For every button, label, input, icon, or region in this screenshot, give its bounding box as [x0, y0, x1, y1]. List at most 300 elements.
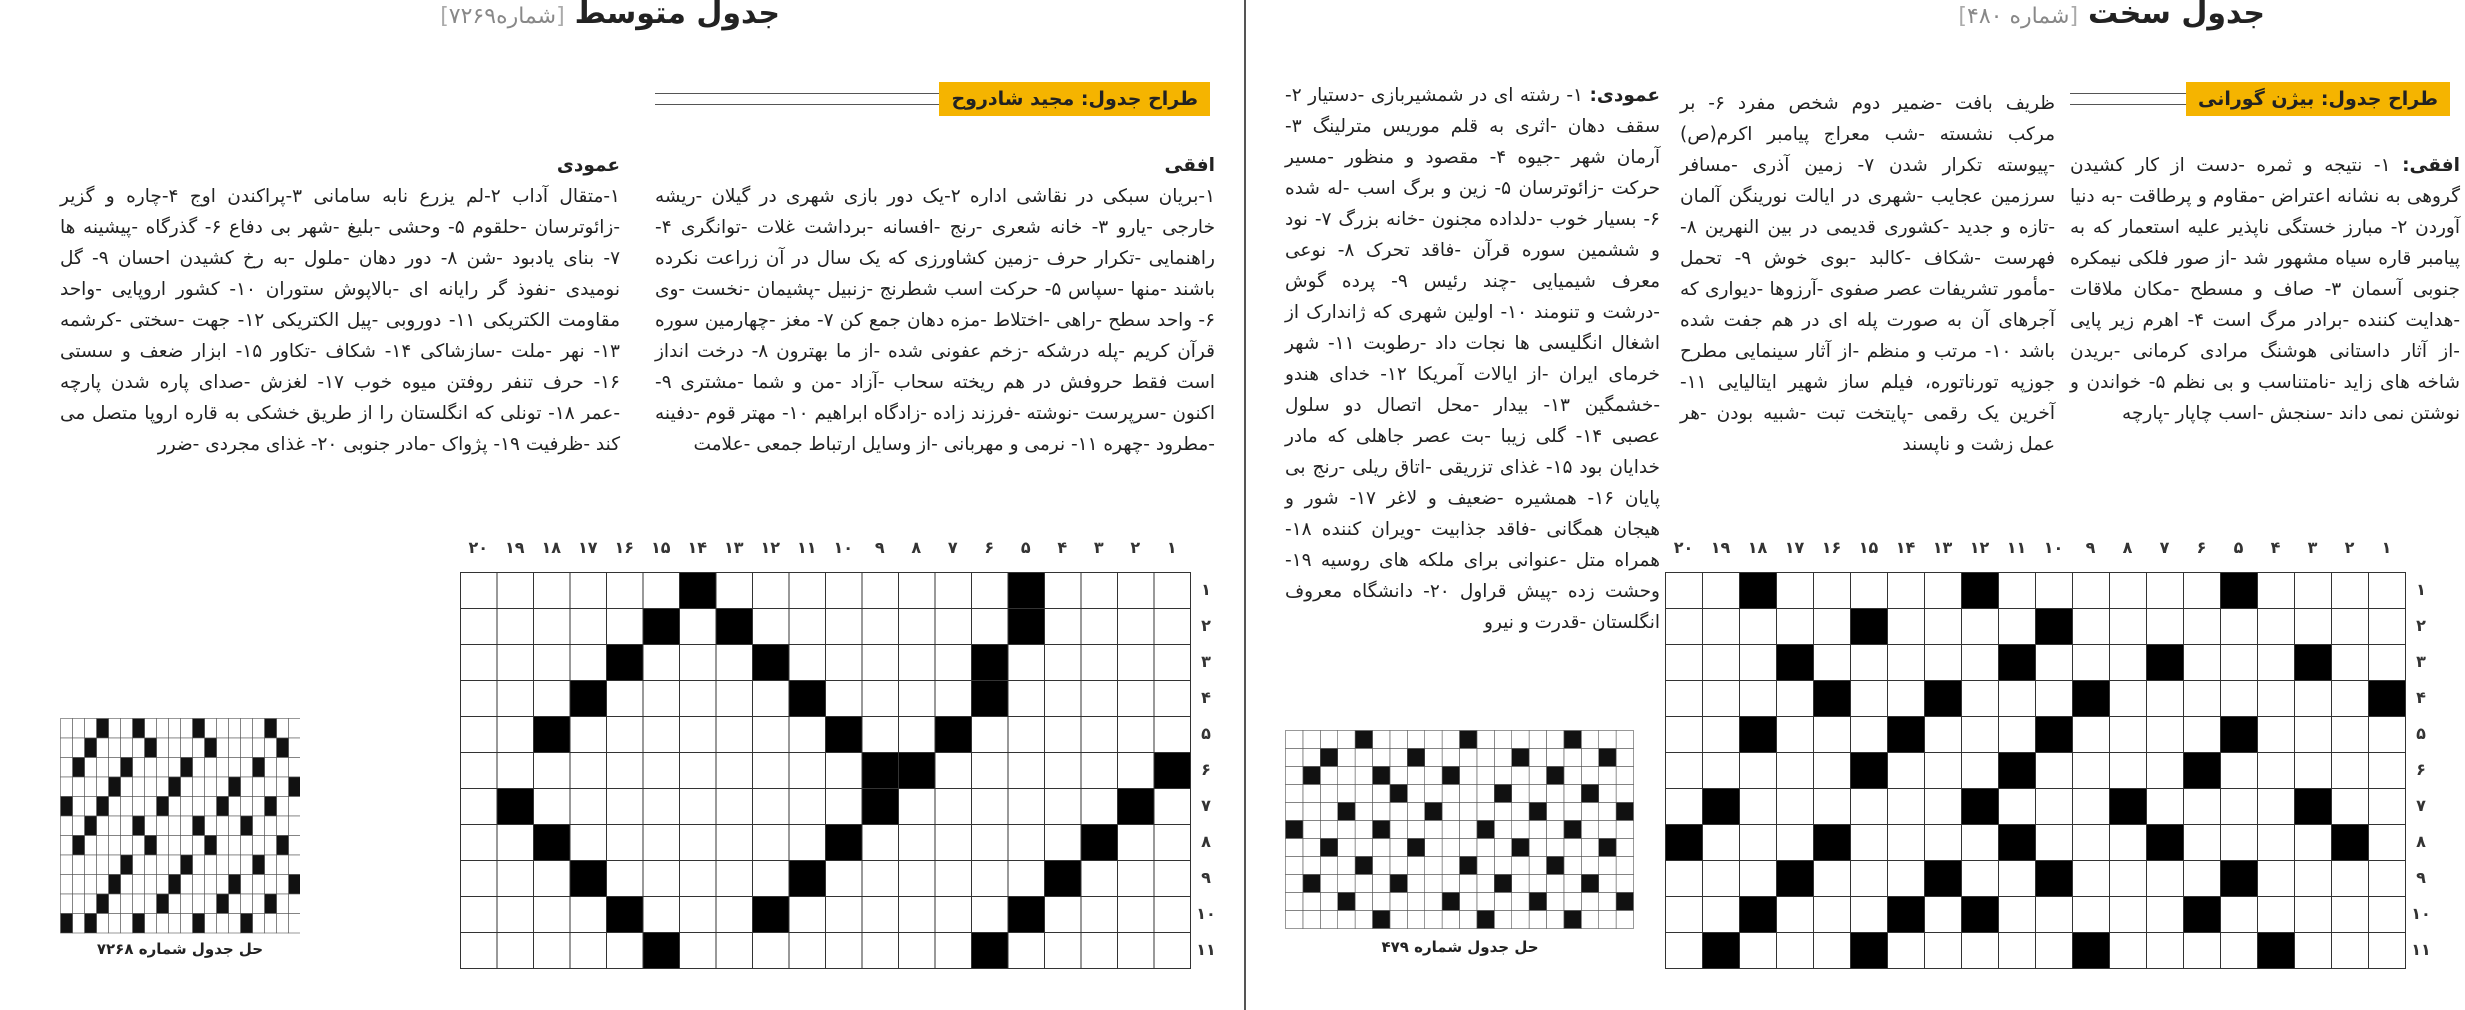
crossword-cell[interactable] — [1888, 861, 1925, 897]
crossword-cell[interactable] — [1045, 897, 1082, 933]
crossword-cell[interactable] — [1925, 789, 1962, 825]
crossword-cell[interactable] — [1925, 897, 1962, 933]
crossword-cell[interactable] — [826, 573, 863, 609]
crossword-cell[interactable] — [1666, 897, 1703, 933]
crossword-cell[interactable] — [1154, 681, 1191, 717]
crossword-cell[interactable] — [1814, 933, 1851, 969]
crossword-cell[interactable] — [972, 825, 1009, 861]
crossword-cell[interactable] — [497, 645, 534, 681]
crossword-cell[interactable] — [1703, 753, 1740, 789]
crossword-cell[interactable] — [935, 825, 972, 861]
crossword-cell[interactable] — [1999, 609, 2036, 645]
crossword-cell[interactable] — [2036, 933, 2073, 969]
crossword-cell[interactable] — [2110, 609, 2147, 645]
crossword-cell[interactable] — [497, 753, 534, 789]
crossword-cell[interactable] — [497, 609, 534, 645]
crossword-cell[interactable] — [2184, 573, 2221, 609]
crossword-cell[interactable] — [1081, 861, 1118, 897]
crossword-cell[interactable] — [716, 933, 753, 969]
crossword-cell[interactable] — [2036, 789, 2073, 825]
crossword-cell[interactable] — [2184, 717, 2221, 753]
crossword-cell[interactable] — [1154, 609, 1191, 645]
crossword-cell[interactable] — [1740, 753, 1777, 789]
crossword-cell[interactable] — [2073, 609, 2110, 645]
crossword-cell[interactable] — [1999, 717, 2036, 753]
crossword-cell[interactable] — [1045, 753, 1082, 789]
crossword-cell[interactable] — [2073, 897, 2110, 933]
crossword-cell[interactable] — [716, 681, 753, 717]
crossword-cell[interactable] — [1008, 933, 1045, 969]
crossword-cell[interactable] — [972, 861, 1009, 897]
crossword-cell[interactable] — [1925, 645, 1962, 681]
crossword-cell[interactable] — [1777, 933, 1814, 969]
crossword-cell[interactable] — [461, 825, 498, 861]
crossword-cell[interactable] — [1703, 645, 1740, 681]
crossword-cell[interactable] — [2147, 897, 2184, 933]
crossword-cell[interactable] — [2221, 825, 2258, 861]
crossword-cell[interactable] — [607, 789, 644, 825]
crossword-cell[interactable] — [2332, 609, 2369, 645]
crossword-cell[interactable] — [1045, 681, 1082, 717]
crossword-cell[interactable] — [2110, 753, 2147, 789]
crossword-cell[interactable] — [716, 717, 753, 753]
crossword-cell[interactable] — [1740, 609, 1777, 645]
crossword-cell[interactable] — [2110, 825, 2147, 861]
crossword-cell[interactable] — [461, 717, 498, 753]
crossword-cell[interactable] — [2184, 609, 2221, 645]
crossword-cell[interactable] — [570, 825, 607, 861]
crossword-cell[interactable] — [680, 933, 717, 969]
crossword-cell[interactable] — [716, 825, 753, 861]
crossword-cell[interactable] — [1081, 645, 1118, 681]
crossword-cell[interactable] — [1666, 789, 1703, 825]
crossword-cell[interactable] — [680, 645, 717, 681]
crossword-cell[interactable] — [680, 861, 717, 897]
crossword-cell[interactable] — [1703, 861, 1740, 897]
crossword-cell[interactable] — [1081, 681, 1118, 717]
crossword-cell[interactable] — [1703, 897, 1740, 933]
crossword-cell[interactable] — [826, 681, 863, 717]
crossword-cell[interactable] — [862, 609, 899, 645]
crossword-cell[interactable] — [862, 681, 899, 717]
crossword-cell[interactable] — [2073, 573, 2110, 609]
crossword-cell[interactable] — [1888, 645, 1925, 681]
crossword-cell[interactable] — [1703, 717, 1740, 753]
crossword-cell[interactable] — [716, 753, 753, 789]
crossword-cell[interactable] — [680, 825, 717, 861]
crossword-cell[interactable] — [680, 609, 717, 645]
crossword-cell[interactable] — [716, 573, 753, 609]
crossword-cell[interactable] — [1851, 825, 1888, 861]
crossword-cell[interactable] — [1740, 825, 1777, 861]
crossword-cell[interactable] — [972, 789, 1009, 825]
crossword-cell[interactable] — [972, 573, 1009, 609]
crossword-cell[interactable] — [862, 573, 899, 609]
crossword-cell[interactable] — [643, 789, 680, 825]
crossword-cell[interactable] — [1008, 789, 1045, 825]
crossword-cell[interactable] — [1740, 789, 1777, 825]
crossword-cell[interactable] — [570, 717, 607, 753]
crossword-cell[interactable] — [1045, 825, 1082, 861]
crossword-cell[interactable] — [2073, 825, 2110, 861]
crossword-cell[interactable] — [607, 753, 644, 789]
crossword-cell[interactable] — [972, 753, 1009, 789]
crossword-cell[interactable] — [1154, 645, 1191, 681]
crossword-cell[interactable] — [2258, 897, 2295, 933]
crossword-cell[interactable] — [2369, 861, 2406, 897]
crossword-cell[interactable] — [826, 861, 863, 897]
crossword-cell[interactable] — [2369, 645, 2406, 681]
crossword-cell[interactable] — [2258, 681, 2295, 717]
crossword-cell[interactable] — [1154, 861, 1191, 897]
crossword-cell[interactable] — [1740, 645, 1777, 681]
crossword-cell[interactable] — [497, 897, 534, 933]
crossword-cell[interactable] — [2221, 753, 2258, 789]
crossword-cell[interactable] — [1045, 717, 1082, 753]
crossword-cell[interactable] — [716, 789, 753, 825]
crossword-cell[interactable] — [2258, 753, 2295, 789]
crossword-cell[interactable] — [2184, 825, 2221, 861]
crossword-cell[interactable] — [1008, 861, 1045, 897]
crossword-cell[interactable] — [2073, 717, 2110, 753]
crossword-cell[interactable] — [534, 645, 571, 681]
crossword-cell[interactable] — [1925, 717, 1962, 753]
crossword-cell[interactable] — [899, 645, 936, 681]
crossword-cell[interactable] — [1777, 897, 1814, 933]
crossword-cell[interactable] — [461, 861, 498, 897]
crossword-cell[interactable] — [1703, 825, 1740, 861]
crossword-cell[interactable] — [2110, 933, 2147, 969]
crossword-cell[interactable] — [716, 645, 753, 681]
crossword-cell[interactable] — [826, 645, 863, 681]
crossword-cell[interactable] — [753, 573, 790, 609]
crossword-cell[interactable] — [2110, 573, 2147, 609]
crossword-cell[interactable] — [789, 789, 826, 825]
crossword-cell[interactable] — [2295, 897, 2332, 933]
crossword-cell[interactable] — [607, 825, 644, 861]
crossword-cell[interactable] — [1814, 645, 1851, 681]
crossword-cell[interactable] — [607, 933, 644, 969]
crossword-cell[interactable] — [2221, 681, 2258, 717]
crossword-cell[interactable] — [1666, 681, 1703, 717]
crossword-cell[interactable] — [1888, 933, 1925, 969]
crossword-cell[interactable] — [2369, 573, 2406, 609]
crossword-cell[interactable] — [1925, 933, 1962, 969]
crossword-cell[interactable] — [826, 933, 863, 969]
crossword-cell[interactable] — [1851, 789, 1888, 825]
crossword-cell[interactable] — [1999, 897, 2036, 933]
crossword-cell[interactable] — [2147, 681, 2184, 717]
crossword-cell[interactable] — [570, 933, 607, 969]
crossword-cell[interactable] — [899, 609, 936, 645]
crossword-cell[interactable] — [789, 933, 826, 969]
crossword-cell[interactable] — [899, 897, 936, 933]
crossword-cell[interactable] — [2295, 825, 2332, 861]
crossword-cell[interactable] — [2295, 609, 2332, 645]
crossword-cell[interactable] — [570, 645, 607, 681]
crossword-cell[interactable] — [461, 933, 498, 969]
crossword-cell[interactable] — [2147, 861, 2184, 897]
crossword-cell[interactable] — [497, 861, 534, 897]
crossword-cell[interactable] — [497, 573, 534, 609]
crossword-cell[interactable] — [2184, 681, 2221, 717]
crossword-cell[interactable] — [1740, 933, 1777, 969]
crossword-cell[interactable] — [2295, 753, 2332, 789]
crossword-cell[interactable] — [1118, 573, 1155, 609]
crossword-cell[interactable] — [1777, 681, 1814, 717]
crossword-cell[interactable] — [643, 573, 680, 609]
crossword-cell[interactable] — [1666, 645, 1703, 681]
crossword-cell[interactable] — [570, 753, 607, 789]
crossword-cell[interactable] — [1814, 753, 1851, 789]
crossword-cell[interactable] — [461, 573, 498, 609]
crossword-cell[interactable] — [2221, 609, 2258, 645]
crossword-cell[interactable] — [2184, 933, 2221, 969]
crossword-cell[interactable] — [1814, 573, 1851, 609]
crossword-cell[interactable] — [2110, 897, 2147, 933]
crossword-cell[interactable] — [1888, 609, 1925, 645]
crossword-cell[interactable] — [2036, 825, 2073, 861]
crossword-cell[interactable] — [1008, 717, 1045, 753]
crossword-cell[interactable] — [2073, 861, 2110, 897]
crossword-cell[interactable] — [935, 573, 972, 609]
crossword-cell[interactable] — [534, 861, 571, 897]
crossword-cell[interactable] — [1666, 753, 1703, 789]
crossword-cell[interactable] — [1851, 717, 1888, 753]
crossword-cell[interactable] — [1925, 753, 1962, 789]
crossword-cell[interactable] — [2369, 897, 2406, 933]
crossword-cell[interactable] — [899, 933, 936, 969]
crossword-cell[interactable] — [680, 897, 717, 933]
crossword-cell[interactable] — [643, 825, 680, 861]
crossword-cell[interactable] — [1962, 681, 1999, 717]
crossword-cell[interactable] — [2258, 789, 2295, 825]
crossword-cell[interactable] — [1962, 609, 1999, 645]
crossword-cell[interactable] — [2332, 897, 2369, 933]
crossword-cell[interactable] — [899, 825, 936, 861]
crossword-cell[interactable] — [2332, 789, 2369, 825]
crossword-cell[interactable] — [1118, 717, 1155, 753]
crossword-cell[interactable] — [899, 789, 936, 825]
crossword-cell[interactable] — [497, 717, 534, 753]
crossword-cell[interactable] — [1814, 717, 1851, 753]
crossword-cell[interactable] — [461, 681, 498, 717]
crossword-cell[interactable] — [2036, 681, 2073, 717]
crossword-cell[interactable] — [826, 897, 863, 933]
crossword-cell[interactable] — [1851, 645, 1888, 681]
crossword-cell[interactable] — [2369, 717, 2406, 753]
crossword-cell[interactable] — [753, 753, 790, 789]
crossword-cell[interactable] — [1962, 717, 1999, 753]
crossword-cell[interactable] — [2258, 861, 2295, 897]
crossword-cell[interactable] — [1888, 825, 1925, 861]
crossword-cell[interactable] — [2258, 645, 2295, 681]
crossword-cell[interactable] — [826, 789, 863, 825]
crossword-cell[interactable] — [1666, 573, 1703, 609]
crossword-cell[interactable] — [862, 645, 899, 681]
crossword-cell[interactable] — [461, 789, 498, 825]
crossword-cell[interactable] — [2036, 897, 2073, 933]
crossword-cell[interactable] — [862, 717, 899, 753]
crossword-cell[interactable] — [1814, 861, 1851, 897]
crossword-cell[interactable] — [534, 609, 571, 645]
crossword-cell[interactable] — [1740, 681, 1777, 717]
crossword-cell[interactable] — [680, 717, 717, 753]
crossword-cell[interactable] — [826, 753, 863, 789]
crossword-cell[interactable] — [643, 861, 680, 897]
crossword-cell[interactable] — [1118, 825, 1155, 861]
crossword-cell[interactable] — [1851, 681, 1888, 717]
crossword-cell[interactable] — [1008, 681, 1045, 717]
crossword-cell[interactable] — [1666, 717, 1703, 753]
crossword-cell[interactable] — [643, 681, 680, 717]
crossword-cell[interactable] — [680, 753, 717, 789]
crossword-cell[interactable] — [1925, 825, 1962, 861]
crossword-cell[interactable] — [534, 681, 571, 717]
crossword-cell[interactable] — [899, 573, 936, 609]
crossword-cell[interactable] — [2036, 573, 2073, 609]
crossword-cell[interactable] — [2147, 717, 2184, 753]
crossword-cell[interactable] — [643, 897, 680, 933]
crossword-cell[interactable] — [2147, 609, 2184, 645]
crossword-cell[interactable] — [2258, 825, 2295, 861]
crossword-cell[interactable] — [1851, 861, 1888, 897]
crossword-cell[interactable] — [2184, 789, 2221, 825]
crossword-cell[interactable] — [789, 645, 826, 681]
crossword-cell[interactable] — [935, 753, 972, 789]
crossword-cell[interactable] — [2184, 861, 2221, 897]
crossword-cell[interactable] — [862, 933, 899, 969]
crossword-cell[interactable] — [789, 573, 826, 609]
crossword-cell[interactable] — [1777, 573, 1814, 609]
crossword-cell[interactable] — [935, 789, 972, 825]
crossword-cell[interactable] — [972, 897, 1009, 933]
crossword-cell[interactable] — [1703, 609, 1740, 645]
crossword-cell[interactable] — [1999, 573, 2036, 609]
crossword-cell[interactable] — [2369, 789, 2406, 825]
crossword-cell[interactable] — [1666, 861, 1703, 897]
crossword-cell[interactable] — [1777, 609, 1814, 645]
crossword-cell[interactable] — [972, 609, 1009, 645]
crossword-cell[interactable] — [2147, 573, 2184, 609]
crossword-cell[interactable] — [1045, 573, 1082, 609]
crossword-cell[interactable] — [2295, 933, 2332, 969]
crossword-cell[interactable] — [607, 681, 644, 717]
crossword-cell[interactable] — [2221, 645, 2258, 681]
crossword-cell[interactable] — [1777, 789, 1814, 825]
crossword-cell[interactable] — [1814, 789, 1851, 825]
crossword-cell[interactable] — [753, 681, 790, 717]
crossword-cell[interactable] — [1962, 861, 1999, 897]
crossword-cell[interactable] — [1962, 645, 1999, 681]
crossword-cell[interactable] — [2073, 753, 2110, 789]
crossword-cell[interactable] — [2258, 609, 2295, 645]
crossword-cell[interactable] — [2221, 897, 2258, 933]
crossword-cell[interactable] — [1118, 681, 1155, 717]
crossword-cell[interactable] — [753, 933, 790, 969]
crossword-cell[interactable] — [789, 897, 826, 933]
crossword-cell[interactable] — [1081, 717, 1118, 753]
crossword-cell[interactable] — [2369, 933, 2406, 969]
crossword-cell[interactable] — [789, 825, 826, 861]
crossword-cell[interactable] — [570, 789, 607, 825]
crossword-cell[interactable] — [534, 933, 571, 969]
crossword-cell[interactable] — [753, 717, 790, 753]
crossword-cell[interactable] — [1888, 681, 1925, 717]
crossword-cell[interactable] — [534, 573, 571, 609]
crossword-cell[interactable] — [2110, 861, 2147, 897]
crossword-cell[interactable] — [1118, 861, 1155, 897]
crossword-cell[interactable] — [1999, 681, 2036, 717]
crossword-cell[interactable] — [2110, 645, 2147, 681]
crossword-cell[interactable] — [2258, 717, 2295, 753]
crossword-cell[interactable] — [2258, 573, 2295, 609]
crossword-cell[interactable] — [1814, 897, 1851, 933]
crossword-cell[interactable] — [534, 897, 571, 933]
crossword-cell[interactable] — [1008, 825, 1045, 861]
crossword-cell[interactable] — [643, 717, 680, 753]
crossword-cell[interactable] — [1999, 789, 2036, 825]
crossword-cell[interactable] — [1118, 897, 1155, 933]
crossword-cell[interactable] — [1081, 897, 1118, 933]
crossword-cell[interactable] — [680, 789, 717, 825]
crossword-cell[interactable] — [753, 609, 790, 645]
crossword-cell[interactable] — [607, 609, 644, 645]
crossword-cell[interactable] — [1045, 789, 1082, 825]
crossword-cell[interactable] — [1081, 933, 1118, 969]
crossword-cell[interactable] — [2147, 753, 2184, 789]
crossword-cell[interactable] — [1999, 933, 2036, 969]
crossword-cell[interactable] — [2184, 645, 2221, 681]
crossword-cell[interactable] — [2369, 825, 2406, 861]
crossword-cell[interactable] — [461, 609, 498, 645]
crossword-cell[interactable] — [1925, 573, 1962, 609]
crossword-cell[interactable] — [789, 609, 826, 645]
crossword-cell[interactable] — [1154, 825, 1191, 861]
crossword-cell[interactable] — [789, 753, 826, 789]
crossword-cell[interactable] — [1154, 897, 1191, 933]
crossword-cell[interactable] — [1081, 573, 1118, 609]
crossword-cell[interactable] — [2295, 717, 2332, 753]
crossword-cell[interactable] — [1703, 681, 1740, 717]
crossword-cell[interactable] — [972, 717, 1009, 753]
crossword-cell[interactable] — [2332, 573, 2369, 609]
crossword-cell[interactable] — [1118, 609, 1155, 645]
crossword-cell[interactable] — [2369, 609, 2406, 645]
crossword-cell[interactable] — [2295, 861, 2332, 897]
crossword-cell[interactable] — [570, 573, 607, 609]
crossword-cell[interactable] — [1008, 753, 1045, 789]
crossword-cell[interactable] — [753, 789, 790, 825]
crossword-cell[interactable] — [2332, 753, 2369, 789]
crossword-cell[interactable] — [862, 861, 899, 897]
crossword-cell[interactable] — [461, 897, 498, 933]
crossword-cell[interactable] — [935, 681, 972, 717]
crossword-cell[interactable] — [570, 609, 607, 645]
crossword-cell[interactable] — [2036, 645, 2073, 681]
crossword-cell[interactable] — [1118, 933, 1155, 969]
crossword-cell[interactable] — [680, 681, 717, 717]
crossword-cell[interactable] — [1703, 573, 1740, 609]
crossword-cell[interactable] — [2110, 681, 2147, 717]
crossword-cell[interactable] — [2221, 789, 2258, 825]
crossword-cell[interactable] — [1851, 573, 1888, 609]
crossword-cell[interactable] — [1962, 933, 1999, 969]
crossword-cell[interactable] — [1045, 609, 1082, 645]
crossword-cell[interactable] — [1666, 609, 1703, 645]
crossword-cell[interactable] — [2221, 933, 2258, 969]
crossword-cell[interactable] — [1154, 573, 1191, 609]
